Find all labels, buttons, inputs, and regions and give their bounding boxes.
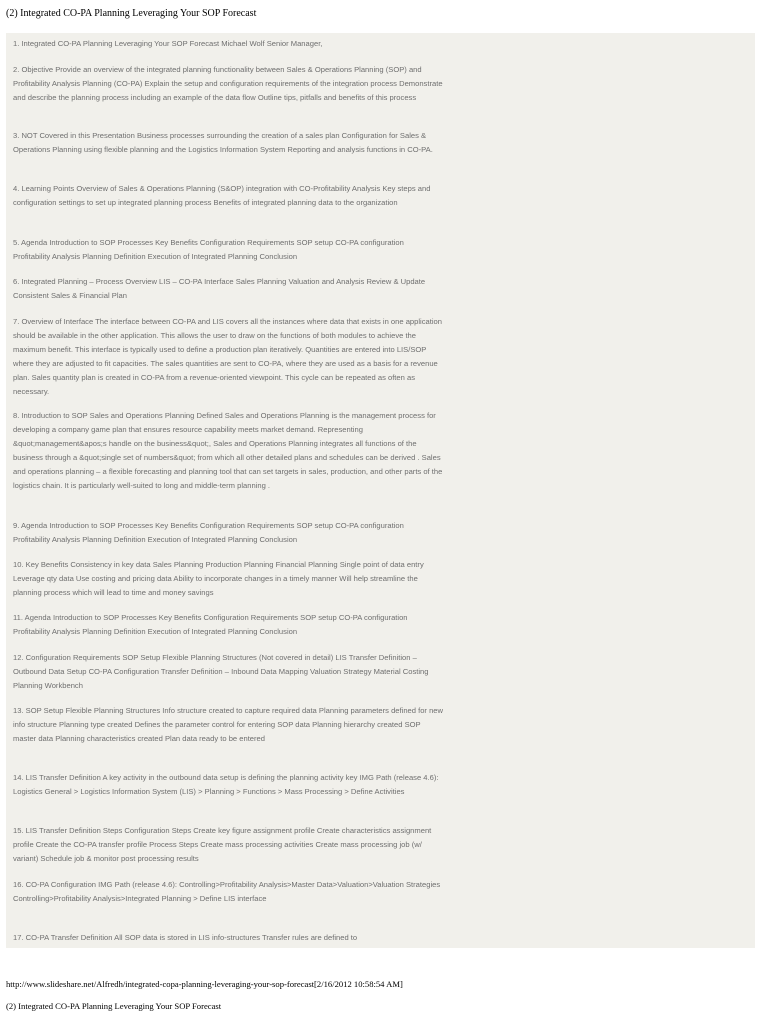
slide-transcript-1: 1. Integrated CO-PA Planning Leveraging Your SOP Forecast Michael Wolf Senior Manager, [13, 39, 323, 48]
next-page-title: (2) Integrated CO-PA Planning Leveraging Your SOP Forecast [6, 1001, 222, 1011]
slide-transcript-8: 8. Introduction to SOP Sales and Operations Planning Defined Sales and Operations Planning is the management process for developing a company game plan that ensures resource capability meets market demand. Representing &quot;management&apos;s handle on the business&quot;, Sales and Operations Planning integrates all functions of the business through a &quot;single set of numbers&quot; from which all other detailed plans and schedules can be derived . Sales and operations planning – a flexible forecasting and planning tool that can set targets in sales, production, and other parts of the logistics chain. It is particularly well-suited to long and middle-term planning . [13, 411, 443, 490]
transcript-panel [6, 33, 755, 948]
slide-transcript-17: 17. CO-PA Transfer Definition All SOP data is stored in LIS info-structures Transfer rules are defined to [13, 933, 358, 942]
slide-transcript-4: 4. Learning Points Overview of Sales & Operations Planning (S&OP) integration with CO-Profitability Analysis Key steps and configuration settings to set up integrated planning process Benefits of integrated planning data to the organization [13, 184, 431, 207]
slide-transcript-12: 12. Configuration Requirements SOP Setup Flexible Planning Structures (Not covered in detail) LIS Transfer Definition – Outbound Data Setup CO-PA Configuration Transfer Definition – Inbound Data Mapping Valuation Strategy Material Costing Planning Workbench [13, 653, 429, 690]
slide-transcript-14: 14. LIS Transfer Definition A key activity in the outbound data setup is defining the planning activity key IMG Path (release 4.6): Logistics General > Logistics Information System (LIS) > Planning > Functions > Mass Processing > Define Activities [13, 773, 439, 796]
slide-transcript-3: 3. NOT Covered in this Presentation Business processes surrounding the creation of a sales plan Configuration for Sales & Operations Planning using flexible planning and the Logistics Information System Reporting and analysis functions in CO-PA. [13, 131, 433, 154]
slide-transcript-7: 7. Overview of Interface The interface between CO-PA and LIS covers all the instances where data that exists in one application should be available in the other application. This allows the user to draw on the functions of both modules to achieve the maximum benefit. This interface is typically used to define a production plan iteratively. Quantities are entered into LIS/SOP where they are adjusted to fit capacities. The sales quantities are sent to CO-PA, where they are used as a basis for a revenue plan. Sales quantity plan is created in CO-PA from a revenue-oriented viewpoint. This cycle can be repeated as often as necessary. [13, 317, 443, 396]
slide-transcript-11: 11. Agenda Introduction to SOP Processes Key Benefits Configuration Requirements SOP setup CO-PA configuration Profitability Analysis Planning Definition Execution of Integrated Planning Conclusion [13, 613, 408, 636]
slide-transcript-10: 10. Key Benefits Consistency in key data Sales Planning Production Planning Financial Planning Single point of data entry Leverage qty data Use costing and pricing data Ability to incorporate changes in a timely manner Will help streamline the planning process which will lead to time and money savings [13, 560, 424, 597]
slide-transcript-15: 15. LIS Transfer Definition Steps Configuration Steps Create key figure assignment profile Create characteristics assignment profile Create the CO-PA transfer profile Process Steps Create mass processing activities Create mass processing job (w/ variant) Schedule job & monitor post processing results [13, 826, 432, 863]
slide-transcript-9: 9. Agenda Introduction to SOP Processes Key Benefits Configuration Requirements SOP setup CO-PA configuration Profitability Analysis Planning Definition Execution of Integrated Planning Conclusion [13, 521, 404, 544]
page-title: (2) Integrated CO-PA Planning Leveraging Your SOP Forecast [6, 8, 257, 19]
slide-transcript-5: 5. Agenda Introduction to SOP Processes Key Benefits Configuration Requirements SOP setup CO-PA configuration Profitability Analysis Planning Definition Execution of Integrated Planning Conclusion [13, 238, 404, 261]
source-url: http://www.slideshare.net/Alfredh/integrated-copa-planning-leveraging-your-sop-forecast[2/16/2012 10:58:54 AM] [6, 979, 403, 989]
slide-transcript-16: 16. CO-PA Configuration IMG Path (release 4.6): Controlling>Profitability Analysis>Master Data>Valuation>Valuation Strategies Controlling>Profitability Analysis>Integrated Planning > Define LIS interface [13, 880, 441, 903]
slide-transcript-13: 13. SOP Setup Flexible Planning Structures Info structure created to capture required data Planning parameters defined for new info structure Planning type created Defines the parameter control for entering SOP data Planning hierarchy created SOP master data Planning characteristics created Plan data ready to be entered [13, 706, 443, 743]
slide-transcript-6: 6. Integrated Planning – Process Overview LIS – CO-PA Interface Sales Planning Valuation and Analysis Review & Update Consistent Sales & Financial Plan [13, 277, 426, 300]
slide-transcript-2: 2. Objective Provide an overview of the integrated planning functionality between Sales & Operations Planning (SOP) and Profitability Analysis Planning (CO-PA) Explain the setup and configuration requirements of the integration process Demonstrate and describe the planning process including an example of the data flow Outline tips, pitfalls and benefits of this process [13, 65, 443, 102]
